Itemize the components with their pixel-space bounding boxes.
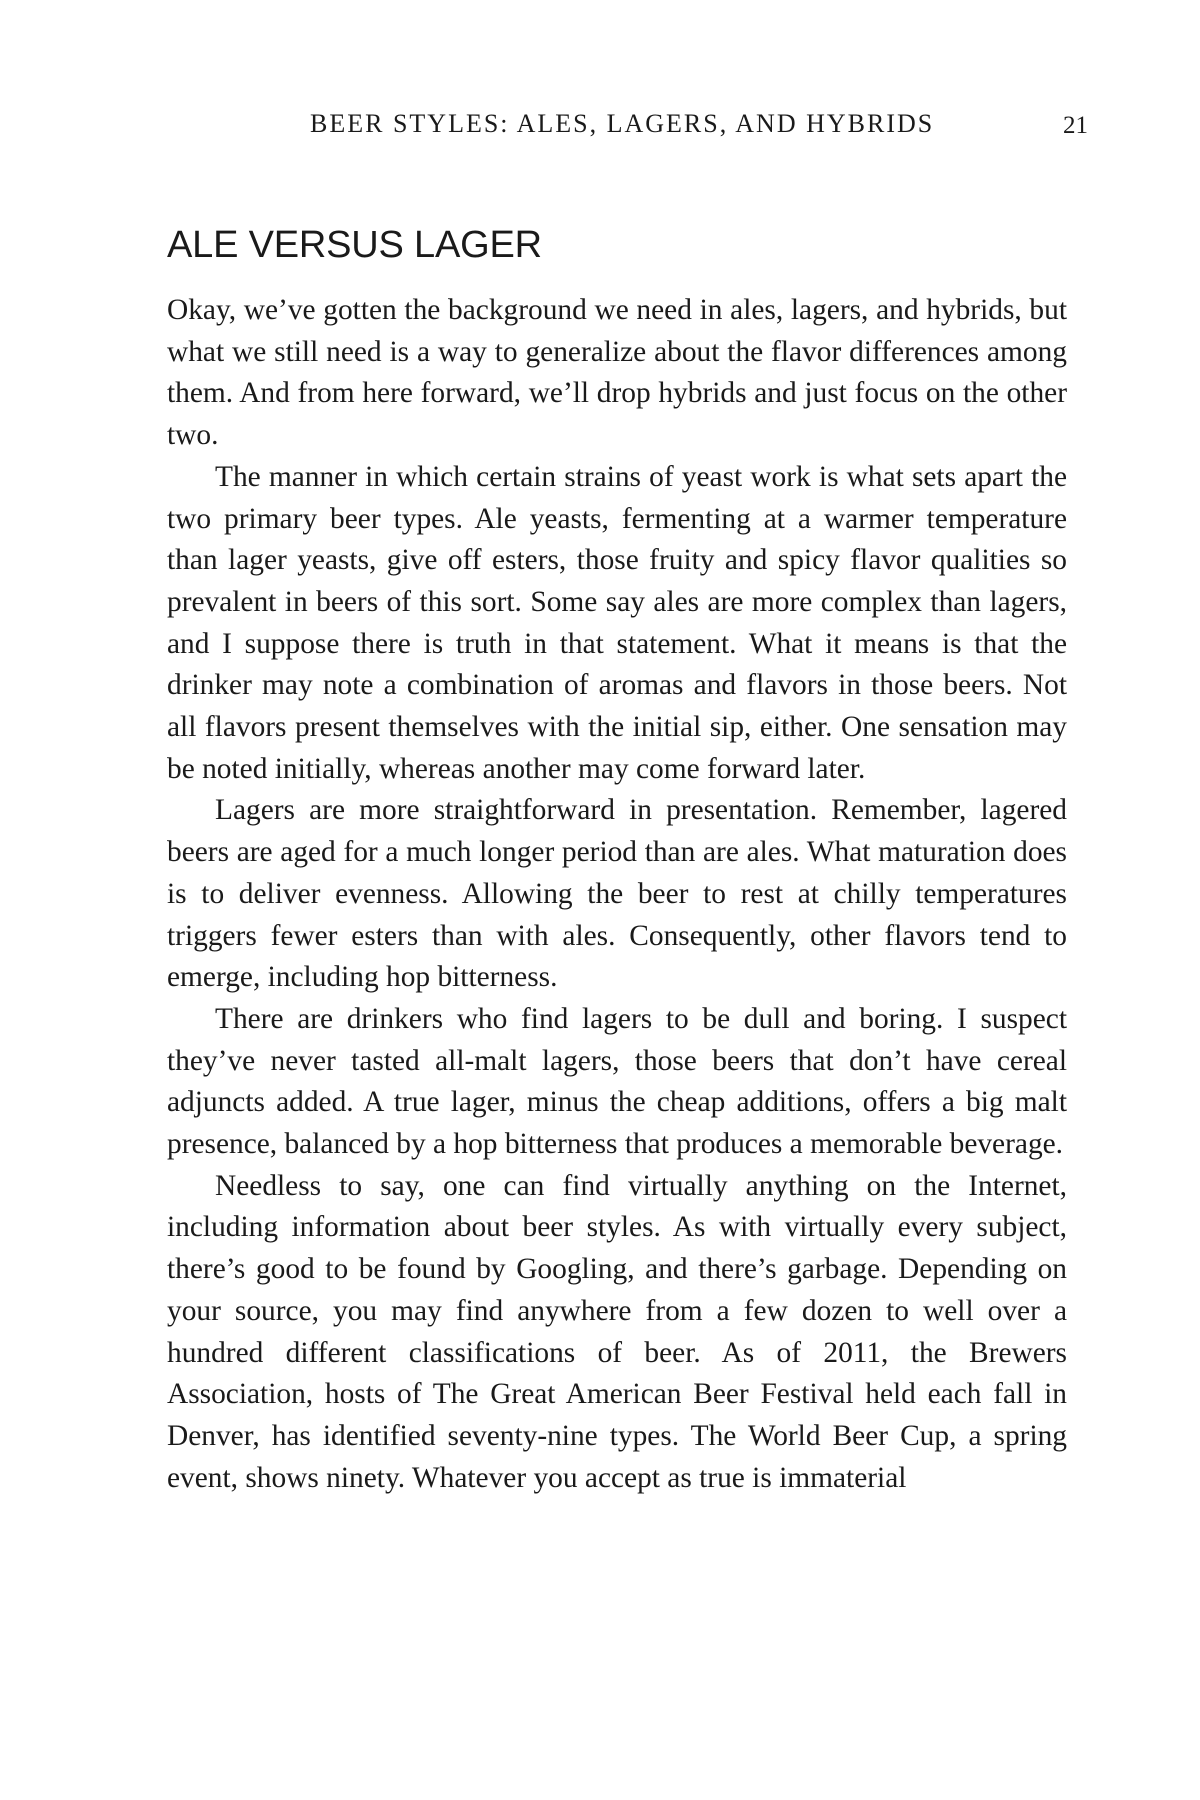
paragraph-2: The manner in which certain strains of yeast work is what sets apart the two primary beer types. Ale yeasts, fermenting at a warmer temperature than lager yeasts, give off esters, those fruity and spicy flavor qualities so prevalent in beers of this sort. Some say ales are more complex than lagers, and I suppose there is truth in that statement. What it means is that the drinker may note a combination of aromas and flavors in those beers. Not all flavors present themselves with the initial sip, either. One sensation may be noted initially, whereas another may come forward later.	[167, 460, 1067, 785]
body-text	[167, 290, 1067, 1499]
section-heading: ALE VERSUS LAGER	[167, 224, 542, 266]
running-title: BEER STYLES: ALES, LAGERS, AND HYBRIDS	[310, 109, 935, 138]
paragraph-1: Okay, we’ve gotten the background we need in ales, lagers, and hybrids, but what we still need is a way to generalize about the flavor differences among them. And from here forward, we’ll drop hybrids and just focus on the other two.	[167, 294, 1067, 452]
paragraph-5: Needless to say, one can find virtually anything on the Internet, including information about beer styles. As with virtually every subject, there’s good to be found by Googling, and there’s garbage. Depending on your source, you may find anywhere from a few dozen to well over a hundred different classifications of beer. As of 2011, the Brewers Association, hosts of The Great American Beer Festival held each fall in Denver, has identified seventy-nine types. The World Beer Cup, a spring event, shows ninety. Whatever you accept as true is immaterial	[167, 1169, 1067, 1494]
page-number: 21	[1063, 112, 1088, 139]
paragraph-3: Lagers are more straightforward in presentation. Remember, lagered beers are aged for a much longer period than are ales. What maturation does is to deliver evenness. Allowing the beer to rest at chilly temperatures triggers fewer esters than with ales. Consequently, other flavors tend to emerge, including hop bitterness.	[167, 794, 1067, 994]
paragraph-4: There are drinkers who find lagers to be dull and boring. I suspect they’ve never tasted all-malt lagers, those beers that don’t have cereal adjuncts added. A true lager, minus the cheap additions, offers a big malt presence, balanced by a hop bitterness that produces a memorable beverage.	[167, 1002, 1067, 1161]
running-head	[0, 108, 1200, 140]
